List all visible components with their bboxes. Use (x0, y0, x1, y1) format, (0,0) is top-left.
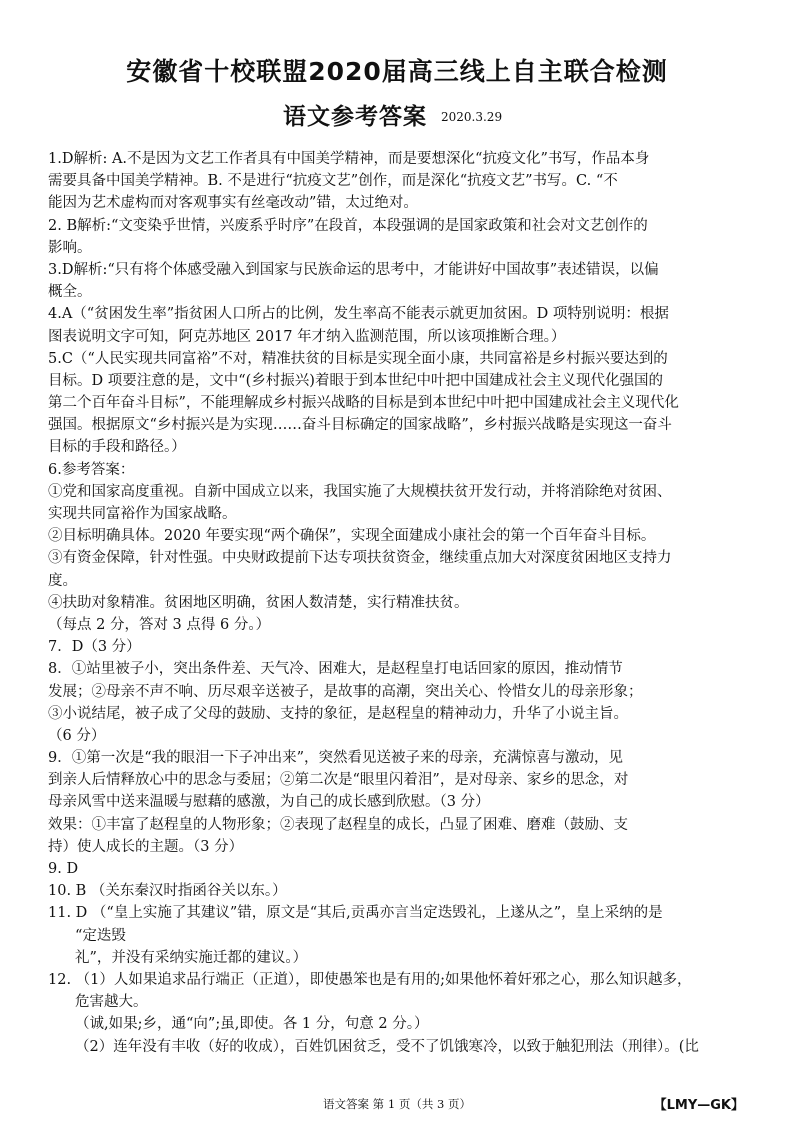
text-line: 母亲风雪中送来温暖与慰藉的感激，为自己的成长感到欣慰。（3 分） (48, 794, 490, 811)
text-line: （6 分） (48, 727, 106, 744)
subtitle (283, 98, 502, 131)
text-line: 目标。D 项要注意的是，文中“(乡村振兴)着眼于到本世纪中叶把中国建成社会主义现代化强国的 (48, 372, 663, 389)
text-line: 8．①站里被子小，突出条件差、天气冷、困难大，是赵程皇打电话回家的原因，推动情节 (48, 661, 623, 678)
page-footer (0, 1094, 794, 1112)
text-line: 12. （1）人如果追求品行端正（正道），即使愚笨也是有用的;如果他怀着奸邪之心，那么知识越多， (48, 971, 692, 988)
text-line: ②目标明确具体。2020 年要实现“两个确保”，实现全面建成小康社会的第一个百年奋斗目标。 (48, 528, 656, 545)
text-line: ④扶助对象精准。贫困地区明确，贫困人数清楚，实行精准扶贫。 (48, 594, 469, 611)
text-line: 效果：①丰富了赵程皇的人物形象；②表现了赵程皇的成长，凸显了困难、磨难（鼓励、支 (48, 816, 628, 833)
text-line: 能因为艺术虚构而对客观事实有丝毫改动”错，太过绝对。 (48, 195, 418, 212)
text-line: ③小说结尾，被子成了父母的鼓励、支持的象征，是赵程皇的精神动力，升华了小说主旨。 (48, 705, 628, 722)
text-line: 持）使人成长的主题。（3 分） (48, 838, 244, 855)
text-line: 9. D (48, 861, 79, 877)
text-line: 11. D （“皇上实施了其建议”错，原文是“其后,贡禹亦言当定迭毁礼，上遂从之”，皇上采纳的是 (48, 905, 663, 922)
text-line: 危害越大。 (75, 994, 148, 1011)
text-line: 目标的手段和路径。） (48, 439, 186, 456)
subtitle-text: 语文参考答案 (283, 104, 427, 130)
text-line: 3.D解析:“只有将个体感受融入到国家与民族命运的思考中，才能讲好中国故事”表述错误，以偏 (48, 261, 659, 278)
text-line: 强国。根据原文“乡村振兴是为实现……奋斗目标确定的国家战略”，乡村振兴战略是实现这一奋斗 (48, 417, 672, 434)
exam-date: 2020.3.29 (441, 110, 503, 124)
text-line: 10. B （关东秦汉时指函谷关以东。） (48, 883, 287, 900)
text-line: 影响。 (48, 239, 92, 256)
text-line: 2. B解析:“文变染乎世情，兴废系乎时序”在段首，本段强调的是国家政策和社会对文艺创作的 (48, 217, 648, 234)
text-line: 7．D（3 分） (48, 639, 141, 656)
page-title: 安徽省十校联盟2020届高三线上自主联合检测 (126, 57, 668, 86)
text-line: （每点 2 分，答对 3 点得 6 分。） (48, 616, 271, 633)
text-line: （2）连年没有丰收（好的收成），百姓饥困贫乏，受不了饥饿寒冷，以致于触犯刑法（刑律）。(比 (75, 1038, 699, 1055)
text-line: 第二个百年奋斗目标”，不能理解成乡村振兴战略的目标是到本世纪中叶把中国建成社会主义现代化 (48, 395, 679, 412)
text-line: “定迭毁 (75, 927, 126, 944)
text-line: 发展；②母亲不声不响、历尽艰辛送被子，是故事的高潮，突出关心、怜惜女儿的母亲形象； (48, 683, 643, 700)
text-line: 到亲人后情释放心中的思念与委屈；②第二次是“眼里闪着泪”，是对母亲、家乡的思念，对 (48, 772, 629, 789)
text-line: ③有资金保障，针对性强。中央财政提前下达专项扶贫资金，继续重点加大对深度贫困地区支持力 (48, 550, 672, 567)
text-line: 实现共同富裕作为国家战略。 (48, 506, 237, 522)
text-line: 需要具备中国美学精神。B. 不是进行“抗疫文艺”创作，而是深化“抗疫文艺”书写。C. “不 (48, 173, 618, 190)
text-line: （诚,如果;乡，通“向”;虽,即使。各 1 分，句意 2 分。） (75, 1016, 429, 1033)
text-line: 度。 (48, 572, 77, 589)
text-line: 9．①第一次是“我的眼泪一下子冲出来”，突然看见送被子来的母亲，充满惊喜与激动，见 (48, 750, 624, 767)
text-line: 概全。 (48, 284, 92, 301)
text-line: 图表说明文字可知，阿克苏地区 2017 年才纳入监测范围，所以该项推断合理。） (48, 328, 566, 345)
answer-content (48, 148, 748, 1058)
text-line: 5.C（“人民实现共同富裕”不对，精准扶贫的目标是实现全面小康，共同富裕是乡村振兴要达到的 (48, 350, 668, 367)
text-line: 6.参考答案： (48, 461, 135, 478)
text-line: 1.D解析: A.不是因为文艺工作者具有中国美学精神，而是要想深化“抗疫文化”书写，作品本身 (48, 151, 650, 167)
exam-code: 【LMY—GK】 (653, 1098, 744, 1113)
page-number: 语文答案 第 1 页（共 3 页） (323, 1097, 471, 1111)
text-line: 4.A（“贫困发生率”指贫困人口所占的比例，发生率高不能表示就更加贫困。D 项特别说明：根据 (48, 306, 669, 323)
text-line: ①党和国家高度重视。自新中国成立以来，我国实施了大规模扶贫开发行动，并将消除绝对贫困、 (48, 483, 672, 500)
text-line: 礼”，并没有采纳实施迁都的建议。） (75, 949, 308, 966)
